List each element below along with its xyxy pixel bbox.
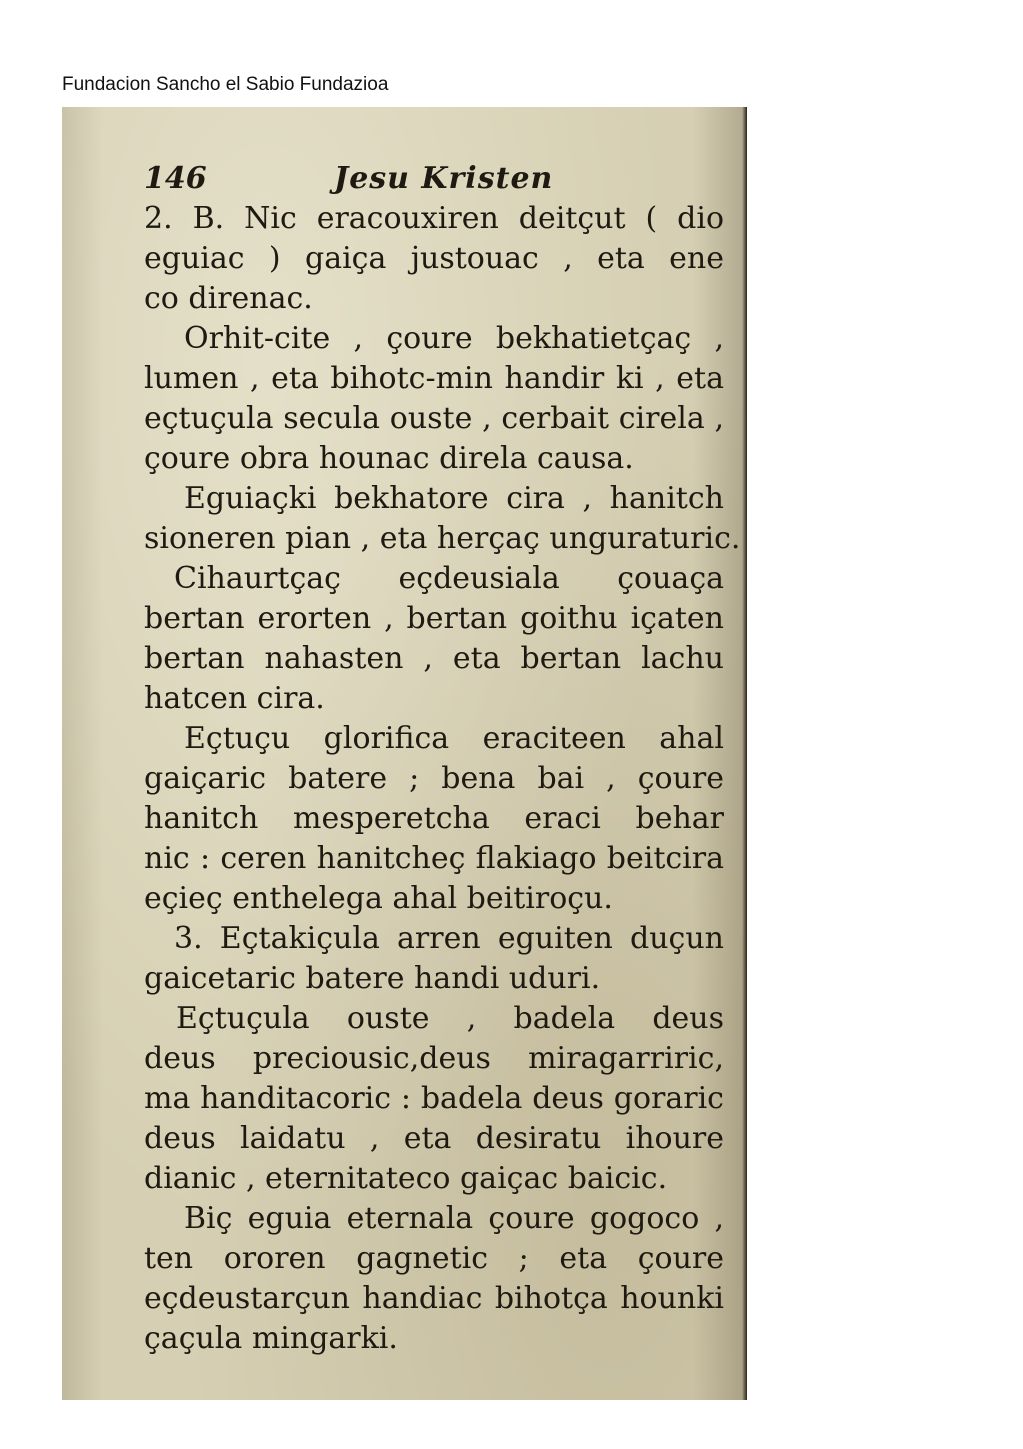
text-line: 3. Eçtakiçula arren eguiten duçun: [174, 921, 724, 956]
text-line: co direnac.: [144, 281, 313, 316]
text-line: Eguiaçki bekhatore cira , hanitch: [184, 481, 724, 516]
paragraph: [144, 319, 724, 479]
text-line: eçtuçula secula ouste , cerbait cirela ,: [144, 401, 724, 436]
text-line: hanitch mesperetcha eraci behar: [144, 801, 724, 836]
text-line: gaiçaric batere ; bena bai , çoure: [144, 761, 724, 796]
text-line: çaçula mingarki.: [144, 1321, 398, 1356]
text-line: Biç eguia eternala çoure gogoco ,: [184, 1201, 724, 1236]
text-line: eçdeustarçun handiac bihotça hounki: [144, 1281, 724, 1316]
text-line: Eçtuçu glorifica eraciteen ahal: [184, 721, 724, 756]
text-line: çoure obra hounac direla causa.: [144, 441, 634, 476]
text-line: hatcen cira.: [144, 681, 325, 716]
text-line: eçieç enthelega ahal beitiroçu.: [144, 881, 613, 916]
paragraph: [144, 719, 724, 919]
page-text-block: [144, 159, 741, 1359]
text-line: ten ororen gagnetic ; eta çoure: [144, 1241, 724, 1276]
text-line: lumen , eta bihotc-min handir ki , eta: [144, 361, 724, 396]
text-line: bertan nahasten , eta bertan lachu: [144, 641, 724, 676]
text-line: deus laidatu , eta desiratu ihoure: [144, 1121, 724, 1156]
text-line: bertan erorten , bertan goithu içaten: [144, 601, 724, 636]
text-line: 2. B. Nic eracouxiren deitçut ( dio: [144, 201, 724, 236]
paragraph: [144, 199, 724, 319]
text-line: Orhit-cite , çoure bekhatietçaç ,: [184, 321, 724, 356]
text-line: gaicetaric batere handi uduri.: [144, 961, 601, 996]
page-shadow-edge: [742, 107, 747, 1400]
text-line: Eçtuçula ouste , badela deus: [176, 1001, 724, 1036]
text-line: dianic , eternitateco gaiçac baicic.: [144, 1161, 668, 1196]
text-line: ma handitacoric : badela deus goraric: [144, 1081, 724, 1116]
text-line: eguiac ) gaiça justouac , eta ene: [144, 241, 724, 276]
paragraph: [144, 559, 724, 719]
paragraph: [144, 999, 724, 1199]
paragraph: [144, 479, 741, 559]
running-title: Jesu Kristen: [334, 161, 554, 196]
text-line: Cihaurtçaç eçdeusiala çouaça: [174, 561, 724, 596]
source-header: Fundacion Sancho el Sabio Fundazioa: [62, 74, 389, 95]
paragraph: [144, 1199, 724, 1359]
text-line: nic : ceren hanitcheç flakiago beitcira: [144, 841, 724, 876]
paragraph: [144, 919, 724, 999]
text-line: deus preciousic,deus miragarriric,: [144, 1041, 724, 1076]
text-line: sioneren pian , eta herçaç unguraturic.: [144, 521, 741, 556]
page-number: 146: [144, 161, 207, 196]
scanned-page: [62, 107, 747, 1400]
running-head: [144, 159, 724, 199]
